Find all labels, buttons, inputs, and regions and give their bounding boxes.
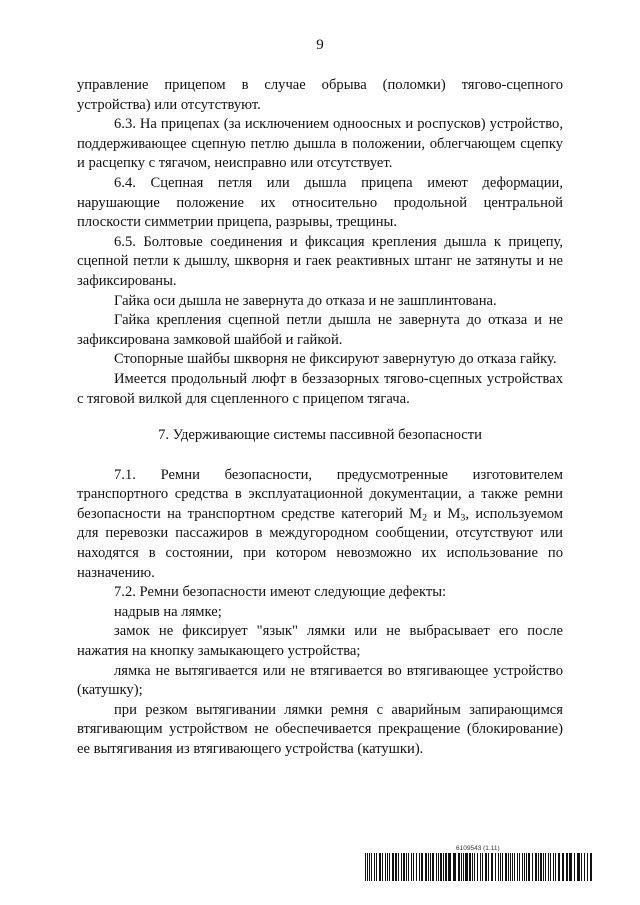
section-heading: 7. Удерживающие системы пассивной безопасности: [158, 427, 482, 444]
subscript: 3: [460, 512, 466, 524]
text-span: , используемом для перевозки пассажиров в междугородном сообщении, отсутствуют или находятся в состоянии, при котором невозможно их использование по назначению.: [77, 505, 563, 581]
page-number: 9: [316, 37, 324, 53]
paragraph: 6.3. На прицепах (за исключением одноосных и роспусков) устройство, поддерживающее сцепную петлю дышла в положении, облегчающем сцепку и расцепку с тягачом, неисправно или отсутствует.: [77, 116, 563, 172]
paragraph: управление прицепом в случае обрыва (поломки) тягово-сцепного устройства) или отсутствуют.: [77, 77, 563, 113]
document-body: [77, 76, 563, 760]
paragraph: Стопорные шайбы шкворня не фиксируют завернутую до отказа гайку.: [114, 351, 557, 368]
paragraph: Гайка оси дышла не завернута до отказа и не зашплинтована.: [114, 292, 497, 309]
paragraph-7-1: [77, 466, 563, 584]
barcode-icon: [365, 853, 593, 881]
paragraph: 6.4. Сцепная петля или дышла прицепа имеют деформации, нарушающие положение их относительно продольной центральной плоскости симметрии прицепа, разрывы, трещины.: [77, 174, 563, 231]
paragraph: лямка не вытягивается или не втягивается во втягивающее устройство (катушку);: [77, 662, 563, 699]
paragraph: надрыв на лямке;: [114, 603, 222, 620]
text-span: и М: [427, 505, 461, 522]
paragraph: Имеется продольный люфт в беззазорных тягово-сцепных устройствах с тяговой вилкой для сцепленного с прицепом тягача.: [77, 370, 563, 407]
paragraph: замок не фиксирует "язык" лямки или не выбрасывает его после нажатия на кнопку замыкающего устройства;: [77, 623, 563, 660]
paragraph: при резком вытягивании лямки ремня с аварийным запирающимся втягивающим устройством не обеспечивается прекращение (блокирование) ее вытягивания из втягивающего устройства (катушки).: [77, 701, 563, 757]
paragraph: 7.2. Ремни безопасности имеют следующие дефекты:: [114, 584, 447, 601]
paragraph: Гайка крепления сцепной петли дышла не завернута до отказа и не зафиксирована замковой шайбой и гайкой.: [77, 312, 563, 348]
barcode-label: 6109543 (1.11): [456, 845, 500, 852]
paragraph: 6.5. Болтовые соединения и фиксация крепления дышла к прицепу, сцепной петли к дышлу, шкворня и гаек реактивных штанг не затянуты и не зафиксированы.: [77, 233, 563, 289]
text-span: 7.1. Ремни безопасности, предусмотренные изготовителем транспортного средства в эксплуатационной документации, а также ремни безопасности на транспортном средстве категорий М: [77, 466, 563, 522]
subscript: 2: [422, 512, 428, 524]
